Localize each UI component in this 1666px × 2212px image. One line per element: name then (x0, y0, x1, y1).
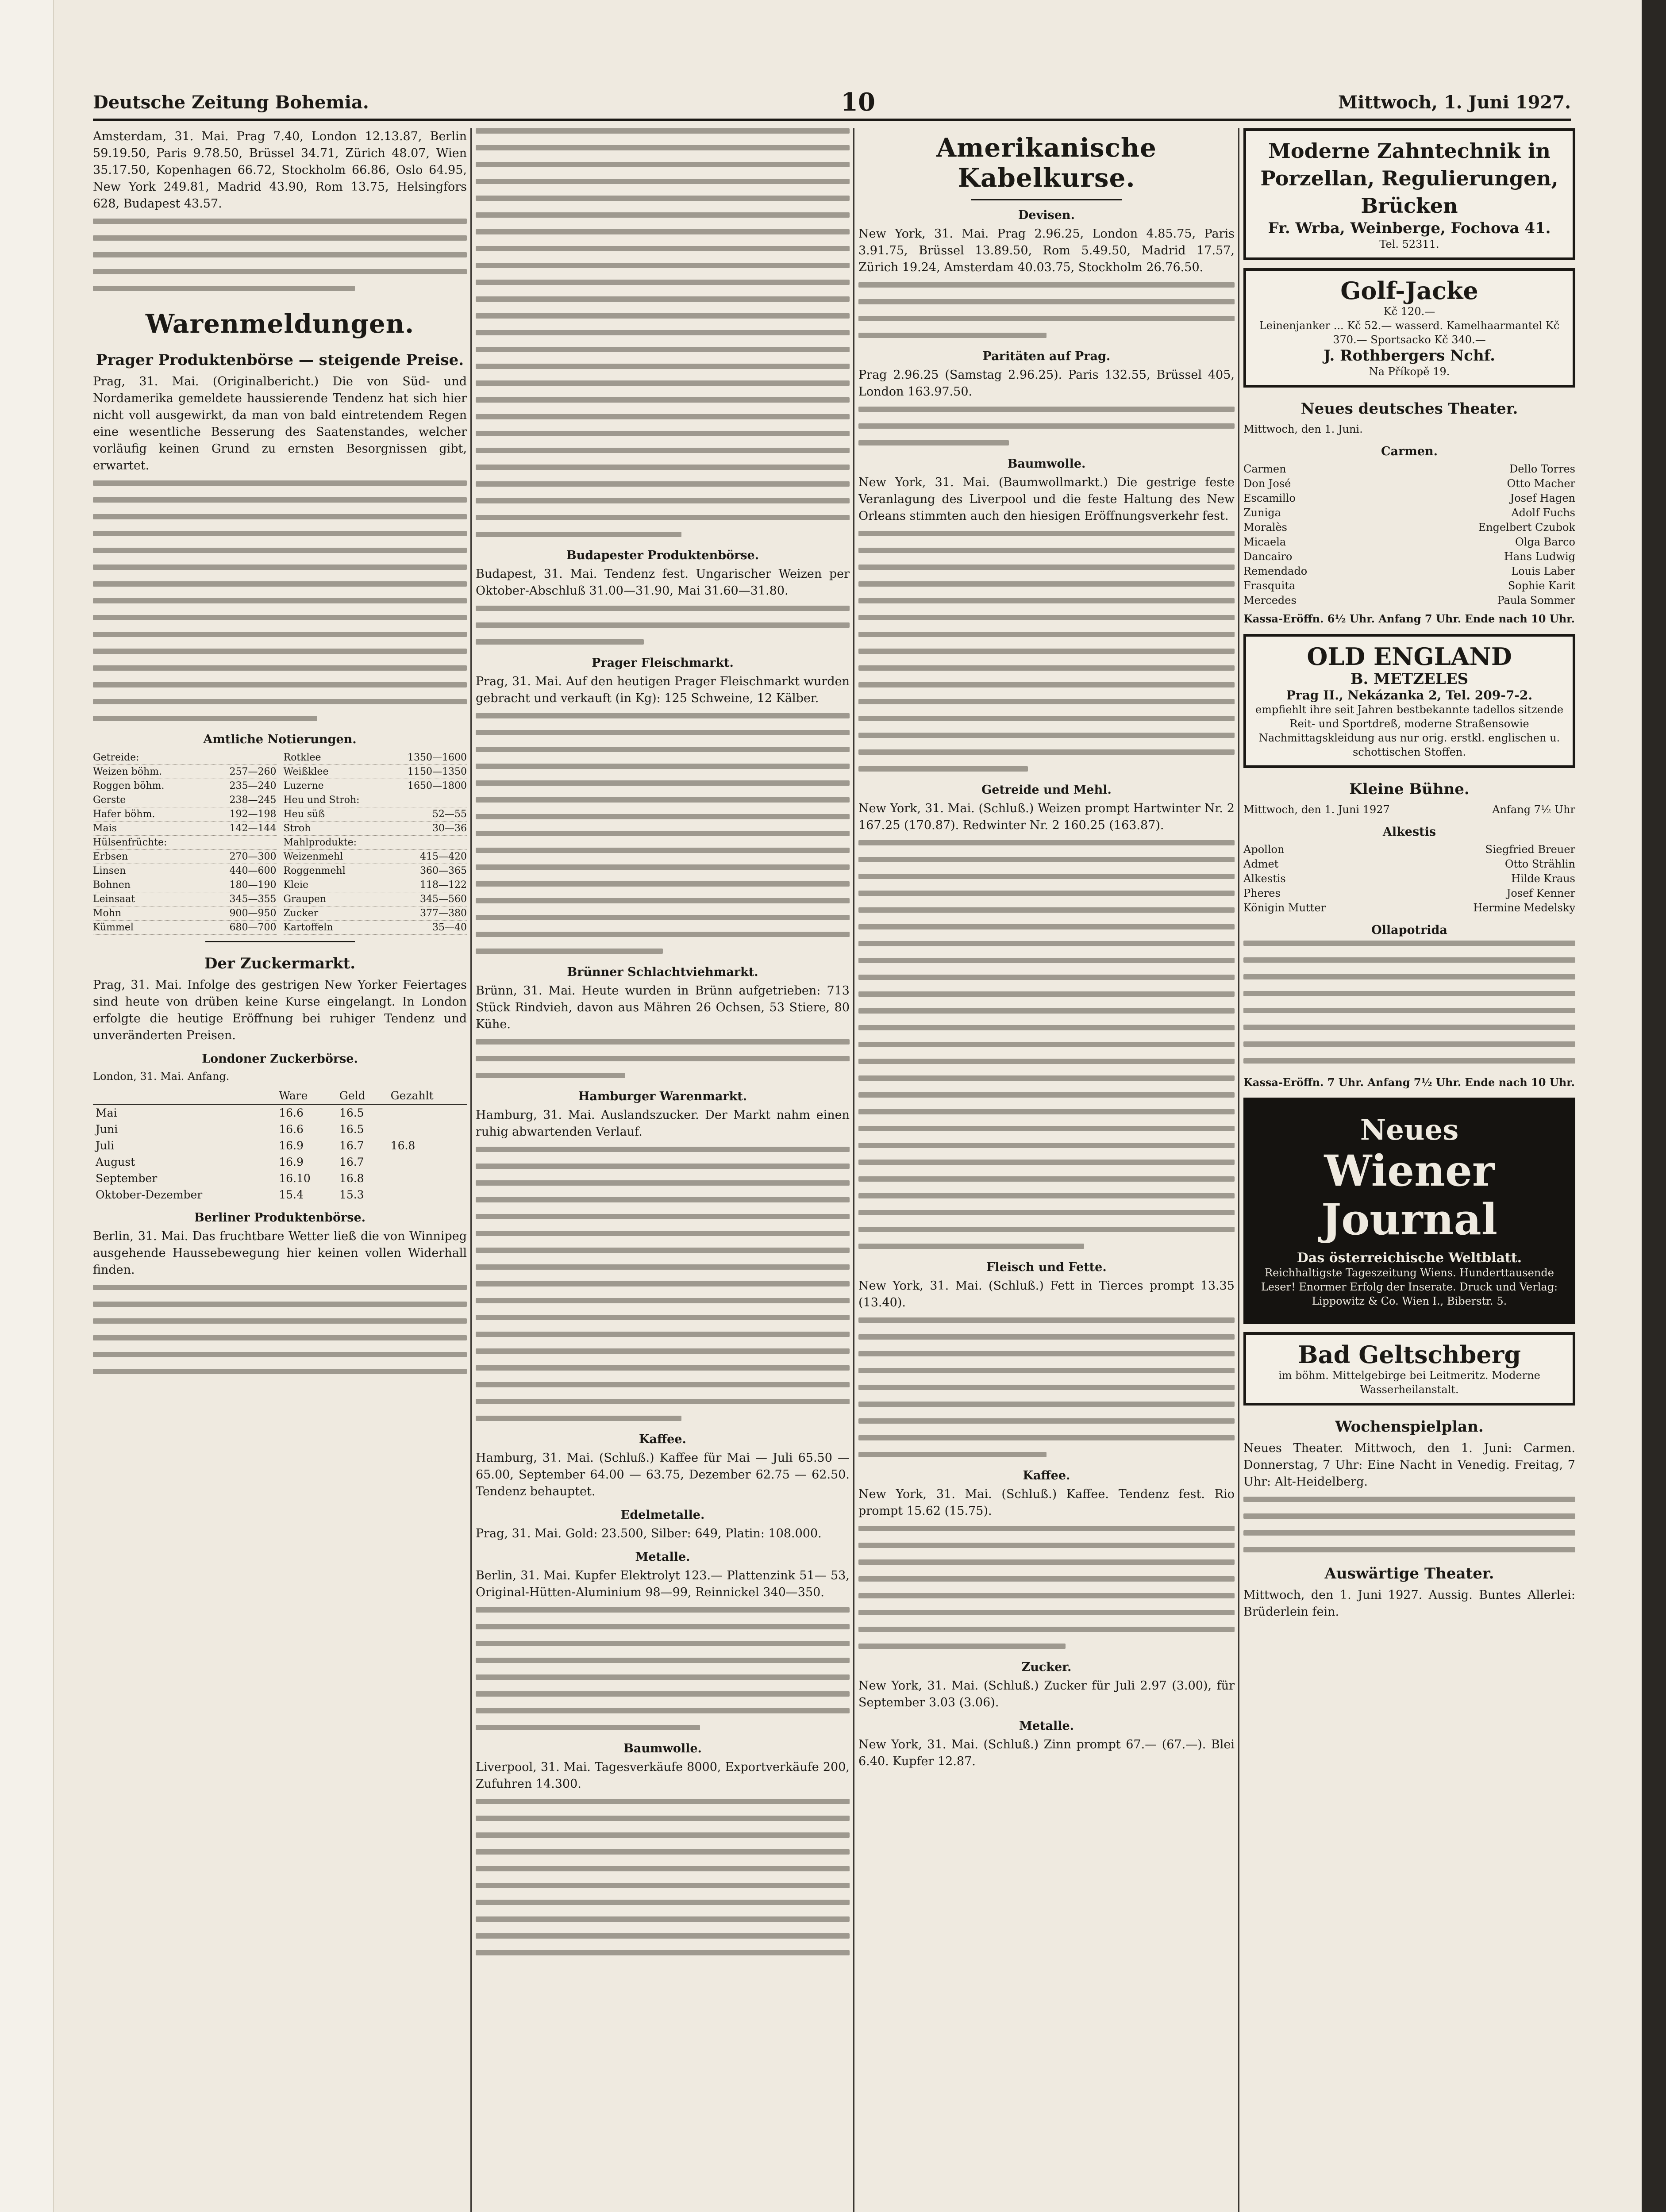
cast-row (1243, 491, 1575, 506)
sugar-col-header: Ware (276, 1087, 337, 1104)
price-value: 52—55 (432, 809, 467, 820)
cast-row (1243, 593, 1575, 608)
theatre-cast (1243, 462, 1575, 608)
price-label: Mais (93, 823, 117, 834)
brno-body: Brünn, 31. Mai. Heute wurden in Brünn aufgetrieben: 713 Stück Rindvieh, davon aus Mähren 26 Ochsen, 53 Stiere, 80 Kühe. (476, 984, 850, 1031)
text-lines (1243, 941, 1575, 1064)
dental-ad-headline: Moderne Zahntechnik in Porzellan, Regulierungen, Brücken (1260, 139, 1558, 218)
text-lines (93, 219, 467, 291)
section-title: Warenmeldungen. (145, 309, 415, 339)
parity-title: Paritäten auf Prag. (982, 349, 1111, 363)
meat-body: Prag, 31. Mai. Auf den heutigen Prager Fleischmarkt wurden gebracht und verkauft (in Kg): 125 Schweine, 12 Kälber. (476, 675, 850, 705)
sugar-us-title: Zucker. (1021, 1660, 1072, 1674)
table-cell (388, 1187, 467, 1203)
text-lines (858, 840, 1235, 1249)
table-cell: 16.7 (339, 1156, 364, 1168)
cotton-body: Liverpool, 31. Mai. Tagesverkäufe 8000, Exportverkäufe 200, Zufuhren 14.300. (476, 1760, 850, 1791)
column-rule (470, 128, 472, 2212)
small-stage-title: Kleine Bühne. (1349, 780, 1470, 798)
cast-row (1243, 886, 1575, 901)
cast-role: Pheres (1243, 887, 1281, 899)
price-row (93, 836, 277, 850)
price-list-right (284, 751, 467, 935)
price-row (93, 751, 277, 765)
sugar-col-header: Gezahlt (388, 1087, 467, 1104)
cast-actor: Adolf Fuchs (1511, 507, 1575, 519)
price-row (93, 850, 277, 864)
table-cell: 16.10 (279, 1172, 311, 1185)
price-row (284, 864, 467, 878)
dental-ad (1243, 128, 1575, 260)
cast-row (1243, 857, 1575, 872)
price-row (284, 892, 467, 906)
price-row (93, 878, 277, 892)
theatre-times: Kassa-Eröffn. 6½ Uhr. Anfang 7 Uhr. Ende nach 10 Uhr. (1243, 612, 1575, 625)
table-row (93, 1137, 467, 1154)
price-value: 900—950 (229, 908, 277, 919)
cotton-title: Baumwolle. (623, 1742, 702, 1755)
coffee-us-title: Kaffee. (1023, 1469, 1070, 1482)
table-cell: September (96, 1172, 158, 1185)
spa-ad (1243, 1332, 1575, 1406)
price-row (93, 864, 277, 878)
table-row (93, 1170, 467, 1187)
text-lines (476, 128, 850, 537)
price-value: 180—190 (229, 879, 277, 891)
foreign-theatre-title: Auswärtige Theater. (1324, 1565, 1494, 1582)
table-cell: 16.7 (339, 1139, 364, 1152)
price-row (284, 779, 467, 793)
fats-title: Fleisch und Fette. (986, 1260, 1107, 1274)
table-row (93, 1104, 467, 1121)
parity-body: Prag 2.96.25 (Samstag 2.96.25). Paris 132.55, Brüssel 405, London 163.97.50. (858, 368, 1235, 399)
notes-heading: Amtliche Notierungen. (203, 733, 357, 746)
cast-row (1243, 564, 1575, 579)
table-cell: 16.9 (279, 1156, 304, 1168)
cast-role: Remendado (1243, 565, 1308, 577)
table-row (93, 1187, 467, 1203)
cast-actor: Siegfried Breuer (1485, 843, 1575, 856)
theatre-date: Mittwoch, den 1. Juni. (1243, 423, 1363, 435)
currency-body: New York, 31. Mai. Prag 2.96.25, London 4.85.75, Paris 3.91.75, Brüssel 13.89.50, Rom 5.49.50, Madrid 17.57, Zürich 19.24, Amsterdam 40.03.75, Stockholm 26.76.50. (858, 227, 1235, 274)
sugar-col-header (93, 1087, 276, 1104)
cotton-us-title: Baumwolle. (1007, 457, 1086, 471)
column-4-ads (1243, 128, 1575, 2212)
price-label: Roggen böhm. (93, 780, 165, 791)
table-cell: 16.9 (279, 1139, 304, 1152)
price-label: Mahlprodukte: (283, 837, 357, 848)
text-lines (476, 1147, 850, 1421)
price-row (284, 878, 467, 892)
cast-actor: Josef Kenner (1506, 887, 1575, 899)
currency-title: Devisen. (1018, 208, 1075, 222)
sugar-table (93, 1087, 467, 1203)
price-label: Graupen (283, 894, 327, 905)
table-row (93, 1121, 467, 1137)
cast-actor: Hilde Kraus (1511, 872, 1575, 885)
price-value: 238—245 (229, 795, 277, 806)
scan-right-edge (1642, 0, 1666, 2212)
cast-row (1243, 520, 1575, 535)
price-value: 118—122 (420, 879, 467, 891)
table-cell (388, 1104, 467, 1121)
cast-role: Frasquita (1243, 580, 1296, 592)
cast-actor: Dello Torres (1509, 463, 1575, 475)
cast-actor: Paula Sommer (1497, 594, 1575, 607)
cast-row (1243, 901, 1575, 915)
price-value: 35—40 (432, 922, 467, 933)
table-cell (388, 1121, 467, 1137)
price-value: 680—700 (229, 922, 277, 933)
page-number: 10 (841, 88, 875, 117)
table-cell: Mai (96, 1106, 117, 1119)
berlin-title: Berliner Produktenbörse. (194, 1211, 366, 1225)
price-row (93, 793, 277, 807)
price-value: 345—560 (420, 894, 467, 905)
cast-actor: Josef Hagen (1510, 492, 1575, 504)
old-england-text: empfiehlt ihre seit Jahren bestbekannte tadellos sitzende Reit- und Sportdreß, moderne Straßensowie Nachmittagskleidung aus nur orig. erstkl. englischen u. schottischen Stoffen. (1255, 703, 1564, 758)
price-row (93, 822, 277, 836)
table-cell: 16.6 (279, 1123, 304, 1136)
cast-role: Alkestis (1243, 872, 1286, 885)
golf-jacket-title: Golf-Jacke (1340, 276, 1478, 305)
old-england-title: OLD ENGLAND (1307, 642, 1512, 671)
journal-details: Reichhaltigste Tageszeitung Wiens. Hunderttausende Leser! Enormer Erfolg der Inserate. Druck und Verlag: Lippowitz & Co. Wien I., Biberstr. 5. (1261, 1267, 1558, 1307)
golf-jacket-price: Kč 120.— (1383, 305, 1435, 318)
table-cell: 16.8 (390, 1139, 416, 1152)
price-row (284, 751, 467, 765)
table-cell: Oktober-Dezember (96, 1188, 203, 1201)
sugar-body: Prag, 31. Mai. Infolge des gestrigen New Yorker Feiertages sind heute von drüben keine Kurse eingelangt. In London erfolgte die heutige Eröffnung bei ruhiger Tendenz und unveränderten Preisen. (93, 978, 467, 1042)
price-label: Leinsaat (93, 894, 135, 905)
text-lines (476, 1799, 850, 1955)
price-notes (93, 751, 467, 935)
price-row (284, 822, 467, 836)
text-lines (858, 1317, 1235, 1457)
price-label: Heu und Stroh: (283, 795, 360, 806)
small-stage-play: Alkestis (1382, 825, 1436, 839)
grain-title: Getreide und Mehl. (981, 783, 1112, 797)
cable-rates-title: Amerikanische Kabelkurse. (936, 133, 1157, 193)
price-label: Mohn (93, 908, 122, 919)
scan-left-margin (0, 0, 54, 2212)
cast-row (1243, 462, 1575, 476)
spa-title: Bad Geltschberg (1298, 1340, 1521, 1369)
brno-title: Brünner Schlachtviehmarkt. (567, 965, 758, 979)
cast-row (1243, 549, 1575, 564)
article-body: Prag, 31. Mai. (Originalbericht.) Die von Süd- und Nordamerika gemeldete haussierende Tendenz hat sich hier nicht voll ausgewirkt, da man von bald eintretendem Regen eine wesentliche Besserung des Saatenstandes, welcher vorläufig keinen Grund zu ernsten Besorgnissen gibt, erwartet. (93, 375, 467, 472)
cast-role: Apollon (1243, 843, 1285, 856)
cast-actor: Sophie Karit (1508, 580, 1575, 592)
price-label: Weizenmehl (283, 851, 343, 862)
column-3 (858, 128, 1235, 2212)
price-label: Rotklee (283, 752, 321, 763)
metal-us-title: Metalle. (1019, 1719, 1074, 1733)
coffee-body: Hamburg, 31. Mai. (Schluß.) Kaffee für Mai — Juli 65.50 — 65.00, September 64.00 — 63.75, Dezember 62.75 — 62.50. Tendenz behauptet. (476, 1451, 850, 1498)
price-value: 30—36 (432, 823, 467, 834)
small-stage-start: Anfang 7½ Uhr (1492, 803, 1575, 816)
text-lines (858, 1526, 1235, 1649)
cast-role: Micaela (1243, 536, 1286, 548)
column-rule (853, 128, 854, 2212)
coffee-us-body: New York, 31. Mai. (Schluß.) Kaffee. Tendenz fest. Rio prompt 15.62 (15.75). (858, 1487, 1235, 1518)
meat-title: Prager Fleischmarkt. (592, 656, 734, 670)
hamburg-title: Hamburger Warenmarkt. (578, 1090, 747, 1103)
cast-role: Don José (1243, 477, 1291, 490)
cast-row (1243, 535, 1575, 549)
cotton-us-body: New York, 31. Mai. (Baumwollmarkt.) Die gestrige feste Veranlagung des Liverpool und die feste Haltung des New Orleans stimmten auch den hiesigen Eröffnungsverkehr fest. (858, 476, 1235, 523)
sugar-table-title: Londoner Zuckerbörse. (202, 1052, 358, 1066)
price-label: Luzerne (283, 780, 324, 791)
table-cell: 16.5 (339, 1123, 364, 1136)
price-row (284, 921, 467, 935)
fats-body: New York, 31. Mai. (Schluß.) Fett in Tierces prompt 13.35 (13.40). (858, 1279, 1235, 1310)
text-lines (476, 1607, 850, 1730)
price-value: 1650—1800 (408, 780, 467, 791)
price-label: Weizen böhm. (93, 766, 162, 777)
sugar-us-body: New York, 31. Mai. (Schluß.) Zucker für Juli 2.97 (3.00), für September 3.03 (3.06). (858, 1679, 1235, 1709)
text-lines (1243, 1497, 1575, 1552)
table-cell: 16.5 (339, 1106, 364, 1119)
text-lines (858, 282, 1235, 338)
price-value: 360—365 (420, 865, 467, 876)
wiener-journal-ad (1243, 1098, 1575, 1324)
small-stage-second-play: Ollapotrida (1371, 923, 1447, 937)
dental-ad-phone: Tel. 52311. (1379, 238, 1439, 250)
text-lines (476, 713, 850, 954)
journal-word-2: Wiener Journal (1321, 1146, 1498, 1244)
cast-role: Königin Mutter (1243, 902, 1326, 914)
exchange-rates-text: Amsterdam, 31. Mai. Prag 7.40, London 12.13.87, Berlin 59.19.50, Paris 9.78.50, Brüssel 34.71, Zürich 48.07, Wien 35.17.50, Kopenhagen 66.72, Stockholm 66.86, Oslo 64.95, New York 249.81, Madrid 43.90, Rom 13.75, Helsingfors 628, Budapest 43.57. (93, 130, 467, 211)
sugar-table-caption: London, 31. Mai. Anfang. (93, 1070, 230, 1083)
golf-jacket-address: Na Příkopě 19. (1369, 365, 1450, 378)
price-label: Getreide: (93, 752, 139, 763)
price-value: 345—355 (229, 894, 277, 905)
cast-actor: Louis Laber (1511, 565, 1575, 577)
price-label: Kleie (283, 879, 309, 891)
precious-metals-title: Edelmetalle. (620, 1508, 705, 1522)
text-lines (93, 1285, 467, 1374)
price-label: Stroh (283, 823, 311, 834)
journal-word-1: Neues (1360, 1114, 1459, 1147)
budapest-title: Budapester Produktenbörse. (566, 549, 759, 562)
metals-title: Metalle. (635, 1550, 690, 1564)
price-label: Hafer böhm. (93, 809, 155, 820)
table-cell (388, 1170, 467, 1187)
foreign-theatre-body: Mittwoch, den 1. Juni 1927. Aussig. Buntes Allerlei: Brüderlein fein. (1243, 1588, 1575, 1619)
price-value: 1150—1350 (408, 766, 467, 777)
small-stage-date-row (1243, 803, 1575, 817)
cast-row (1243, 476, 1575, 491)
price-label: Bohnen (93, 879, 131, 891)
price-label: Heu süß (283, 809, 325, 820)
price-list-left (93, 751, 277, 935)
price-row (93, 807, 277, 822)
coffee-title: Kaffee. (639, 1432, 686, 1446)
price-value: 270—300 (229, 851, 277, 862)
price-row (284, 906, 467, 921)
cast-row (1243, 506, 1575, 520)
price-row (93, 921, 277, 935)
theatre-play: Carmen. (1381, 445, 1438, 458)
table-cell: 16.6 (279, 1106, 304, 1119)
cast-role: Moralès (1243, 521, 1287, 534)
cast-actor: Otto Strählin (1504, 858, 1575, 870)
price-value: 257—260 (229, 766, 277, 777)
price-value: 142—144 (229, 823, 277, 834)
price-row (284, 850, 467, 864)
article-headline: Prager Produktenbörse — steigende Preise. (96, 351, 464, 369)
grain-body: New York, 31. Mai. (Schluß.) Weizen prompt Hartwinter Nr. 2 167.25 (170.87). Redwinter Nr. 2 160.25 (163.87). (858, 802, 1235, 832)
column-rule (1238, 128, 1239, 2212)
text-lines (93, 480, 467, 721)
price-row (93, 892, 277, 906)
column-1 (93, 128, 467, 2212)
price-value: 192—198 (229, 809, 277, 820)
price-row (284, 793, 467, 807)
text-lines (858, 531, 1235, 772)
page-header (93, 88, 1571, 121)
price-label: Zucker (283, 908, 319, 919)
price-label: Weißklee (283, 766, 329, 777)
spa-text: im böhm. Mittelgebirge bei Leitmeritz. Moderne Wasserheilanstalt. (1278, 1369, 1540, 1396)
table-cell: 15.4 (279, 1188, 304, 1201)
budapest-body: Budapest, 31. Mai. Tendenz fest. Ungarischer Weizen per Oktober-Abschluß 31.00—31.90, Mai 31.60—31.80. (476, 567, 850, 598)
text-lines (476, 1039, 850, 1078)
newspaper-name: Deutsche Zeitung Bohemia. (93, 92, 369, 113)
metals-body: Berlin, 31. Mai. Kupfer Elektrolyt 123.— Plattenzink 51— 53, Original-Hütten-Aluminium 98—99, Reinnickel 340—350. (476, 1569, 850, 1599)
price-label: Kartoffeln (283, 922, 333, 933)
table-cell: 16.8 (339, 1172, 364, 1185)
cast-actor: Engelbert Czubok (1478, 521, 1575, 534)
price-value: 1350—1600 (408, 752, 467, 763)
sugar-headline: Der Zuckermarkt. (204, 955, 356, 972)
price-label: Linsen (93, 865, 126, 876)
cast-row (1243, 872, 1575, 886)
cast-role: Escamillo (1243, 492, 1296, 504)
divider (971, 199, 1122, 200)
price-row (93, 765, 277, 779)
small-stage-times: Kassa-Eröffn. 7 Uhr. Anfang 7½ Uhr. Ende nach 10 Uhr. (1243, 1076, 1575, 1089)
table-cell: 15.3 (339, 1188, 364, 1201)
price-value: 235—240 (229, 780, 277, 791)
price-value: 440—600 (229, 865, 277, 876)
text-lines (858, 407, 1235, 445)
old-england-ad (1243, 634, 1575, 768)
table-cell (388, 1154, 467, 1170)
sugar-col-header: Geld (337, 1087, 388, 1104)
cast-actor: Hermine Medelsky (1473, 902, 1575, 914)
table-row (93, 1154, 467, 1170)
text-lines (476, 606, 850, 645)
cast-row (1243, 842, 1575, 857)
table-cell: Juni (96, 1123, 118, 1136)
price-label: Kümmel (93, 922, 134, 933)
issue-date: Mittwoch, 1. Juni 1927. (1338, 92, 1571, 113)
cast-role: Dancairo (1243, 550, 1293, 563)
old-england-shop: B. METZELES (1350, 670, 1469, 688)
price-label: Gerste (93, 795, 126, 806)
golf-jacket-items: Leinenjanker ... Kč 52.— wasserd. Kamelhaarmantel Kč 370.— Sportsacko Kč 340.— (1259, 319, 1560, 346)
cast-role: Admet (1243, 858, 1279, 870)
cast-actor: Otto Macher (1507, 477, 1575, 490)
price-row (93, 779, 277, 793)
price-row (284, 836, 467, 850)
small-stage-date: Mittwoch, den 1. Juni 1927 (1243, 803, 1390, 816)
dental-ad-address: Fr. Wrba, Weinberge, Fochova 41. (1268, 219, 1551, 237)
precious-metals-body: Prag, 31. Mai. Gold: 23.500, Silber: 649, Platin: 108.000. (476, 1527, 822, 1540)
table-cell: August (96, 1156, 135, 1168)
weekly-body: Neues Theater. Mittwoch, den 1. Juni: Carmen. Donnerstag, 7 Uhr: Eine Nacht in Venedig. Freitag, 7 Uhr: Alt-Heidelberg. (1243, 1441, 1575, 1489)
hamburg-body: Hamburg, 31. Mai. Auslandszucker. Der Markt nahm einen ruhig abwartenden Verlauf. (476, 1108, 850, 1139)
cast-row (1243, 579, 1575, 593)
price-row (93, 906, 277, 921)
small-stage-cast (1243, 842, 1575, 915)
berlin-body: Berlin, 31. Mai. Das fruchtbare Wetter ließ die von Winnipeg ausgehende Haussebewegung hier keinen vollen Widerhall finden. (93, 1229, 467, 1277)
price-row (284, 765, 467, 779)
metal-us-body: New York, 31. Mai. (Schluß.) Zinn prompt 67.— (67.—). Blei 6.40. Kupfer 12.87. (858, 1738, 1235, 1768)
weekly-title: Wochenspielplan. (1335, 1418, 1484, 1436)
price-label: Hülsenfrüchte: (93, 837, 167, 848)
cast-role: Carmen (1243, 463, 1286, 475)
price-label: Erbsen (93, 851, 128, 862)
table-cell: Juli (96, 1139, 115, 1152)
cast-role: Mercedes (1243, 594, 1297, 607)
price-label: Roggenmehl (283, 865, 346, 876)
theatre-title: Neues deutsches Theater. (1300, 400, 1518, 418)
column-2 (476, 128, 850, 2212)
price-value: 377—380 (420, 908, 467, 919)
golf-jacket-shop: J. Rothbergers Nchf. (1324, 347, 1495, 365)
cast-actor: Hans Ludwig (1504, 550, 1575, 563)
price-value: 415—420 (420, 851, 467, 862)
old-england-address: Prag II., Nekázanka 2, Tel. 209-7-2. (1286, 688, 1533, 703)
divider (205, 941, 355, 942)
journal-tagline: Das österreichische Weltblatt. (1297, 1250, 1522, 1266)
price-row (284, 807, 467, 822)
cast-role: Zuniga (1243, 507, 1281, 519)
golf-jacket-ad (1243, 268, 1575, 388)
cast-actor: Olga Barco (1515, 536, 1575, 548)
